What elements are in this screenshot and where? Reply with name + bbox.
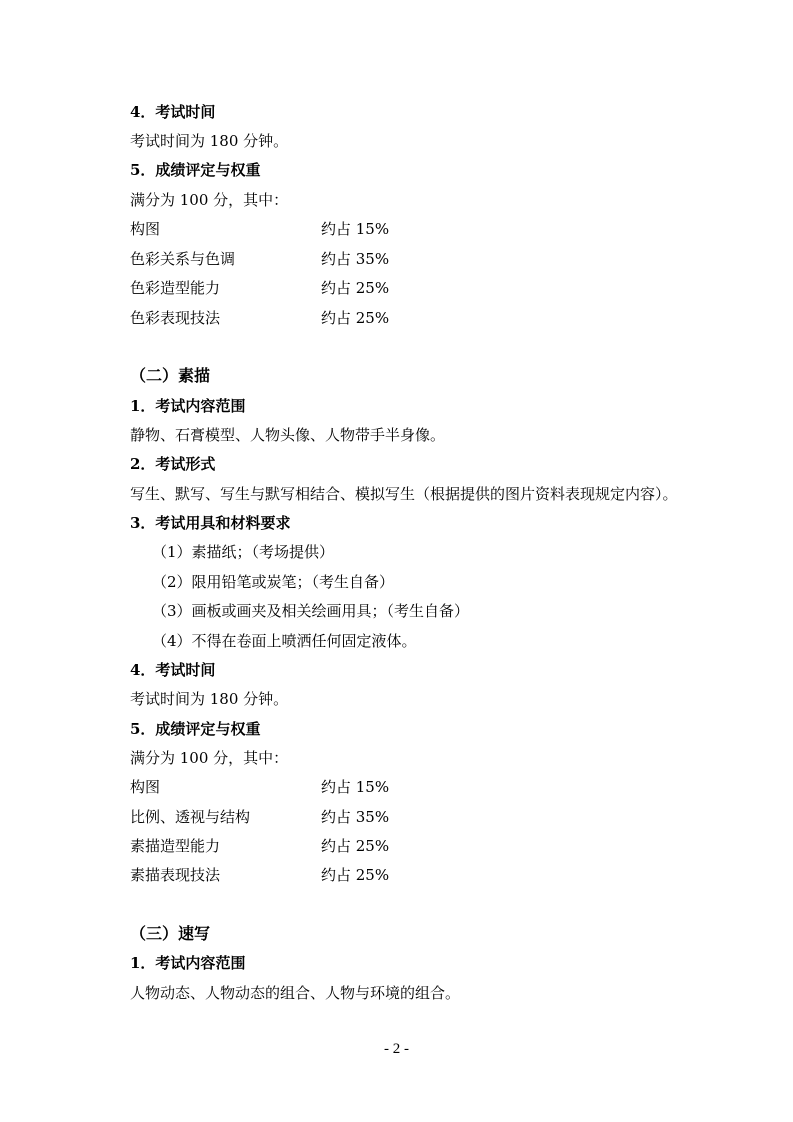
weight-value: 约占 25% — [321, 837, 390, 855]
speed-scope-heading: 1．考试内容范围 — [130, 954, 246, 972]
weight-value: 约占 25% — [321, 866, 390, 884]
weight-row — [130, 249, 530, 269]
tool-item: （1）素描纸；（考场提供） — [152, 543, 335, 561]
weight-row — [130, 836, 530, 856]
color-score-intro: 满分为 100 分，其中： — [130, 191, 289, 209]
weight-value: 约占 15% — [321, 220, 390, 238]
weight-row — [130, 865, 530, 885]
color-score-heading: 5．成绩评定与权重 — [130, 161, 261, 179]
sketch-section-title: （二）素描 — [130, 366, 211, 385]
weight-label: 素描表现技法 — [130, 866, 221, 884]
weight-row — [130, 308, 530, 328]
weight-row — [130, 219, 530, 239]
tool-item: （3）画板或画夹及相关绘画用具；（考生自备） — [152, 602, 470, 620]
weight-value: 约占 35% — [321, 808, 390, 826]
weight-label: 构图 — [130, 778, 161, 796]
weight-label: 色彩表现技法 — [130, 309, 221, 327]
weight-label: 素描造型能力 — [130, 837, 221, 855]
speed-scope-text: 人物动态、人物动态的组合、人物与环境的组合。 — [130, 984, 461, 1002]
weight-value: 约占 25% — [321, 309, 390, 327]
sketch-time-heading: 4．考试时间 — [130, 661, 216, 679]
page-number: - 2 - — [384, 1041, 409, 1057]
tool-item: （2）限用铅笔或炭笔；（考生自备） — [152, 573, 395, 591]
speed-section-title: （三）速写 — [130, 924, 211, 943]
weight-label: 色彩关系与色调 — [130, 250, 236, 268]
sketch-form-heading: 2．考试形式 — [130, 455, 216, 473]
weight-row — [130, 278, 530, 298]
sketch-score-heading: 5．成绩评定与权重 — [130, 720, 261, 738]
sketch-form-text: 写生、默写、写生与默写相结合、模拟写生（根据提供的图片资料表现规定内容）。 — [130, 485, 678, 503]
weight-row — [130, 777, 530, 797]
weight-value: 约占 35% — [321, 250, 390, 268]
sketch-time-text: 考试时间为 180 分钟。 — [130, 690, 289, 708]
weight-label: 色彩造型能力 — [130, 279, 221, 297]
sketch-tools-heading: 3．考试用具和材料要求 — [130, 514, 291, 532]
tool-item: （4）不得在卷面上喷洒任何固定液体。 — [152, 632, 417, 650]
weight-label: 构图 — [130, 220, 161, 238]
sketch-scope-text: 静物、石膏模型、人物头像、人物带手半身像。 — [130, 426, 446, 444]
weight-row — [130, 807, 530, 827]
sketch-scope-heading: 1．考试内容范围 — [130, 397, 246, 415]
color-time-heading: 4．考试时间 — [130, 103, 216, 121]
color-time-text: 考试时间为 180 分钟。 — [130, 132, 289, 150]
sketch-score-intro: 满分为 100 分，其中： — [130, 749, 289, 767]
weight-value: 约占 15% — [321, 778, 390, 796]
weight-value: 约占 25% — [321, 279, 390, 297]
weight-label: 比例、透视与结构 — [130, 808, 251, 826]
